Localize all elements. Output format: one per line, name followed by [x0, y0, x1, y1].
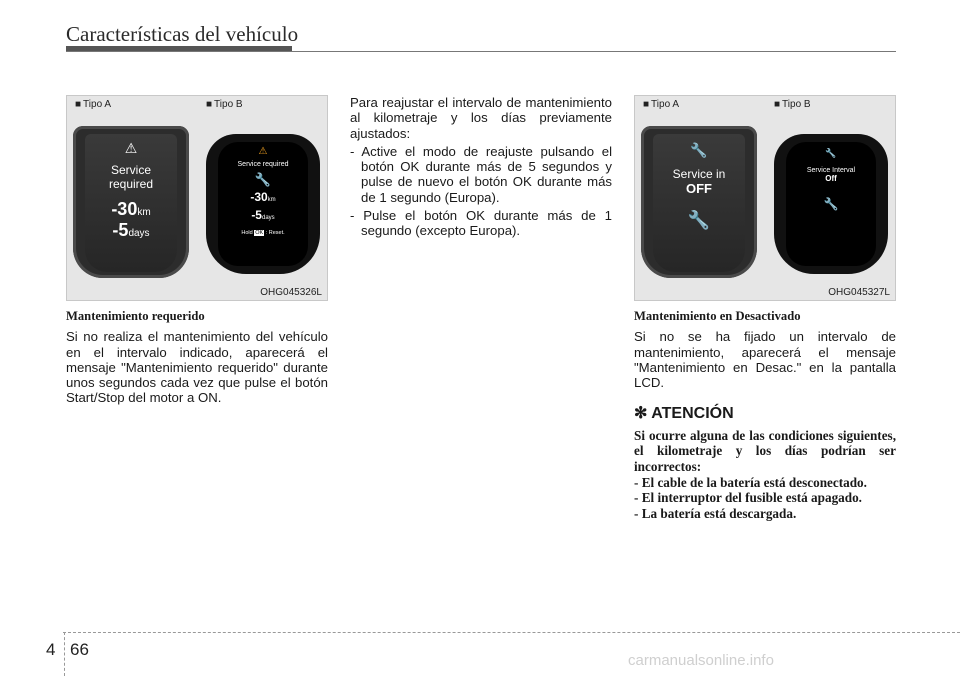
section-body: Si no realiza el mantenimiento del vehículo en el intervalo indicado, aparecerá el mensaje "Mantenimiento requerido" durante unos segundos cada vez que pulse el botón Start/Stop del motor a ON. — [66, 329, 328, 406]
screen-days-unit: days — [128, 228, 150, 239]
attention-intro: Si ocurre alguna de las condiciones siguientes, el kilometraje y los días podrían ser incorrectos: — [634, 427, 896, 474]
cluster-screen — [218, 142, 308, 266]
column-2 — [350, 95, 612, 239]
panel-label: ■ Tipo B — [774, 99, 811, 110]
column-3 — [634, 309, 896, 521]
figure-service-off — [634, 95, 896, 301]
screen-hint: : Reset. — [265, 230, 285, 236]
panel-tipo-b — [766, 96, 894, 286]
warning-icon: ⚠ — [124, 140, 138, 156]
figure-code: OHG045326L — [260, 287, 322, 298]
section-body: Si no se ha fijado un intervalo de mantenimiento, aparecerá el mensaje "Mantenimiento en Desac." en la pantalla LCD. — [634, 329, 896, 391]
screen-hint: Hold — [241, 230, 253, 236]
screen-days-value: -5 — [251, 208, 262, 222]
attention-item: - La batería está descargada. — [634, 505, 797, 521]
panel-label: ■ Tipo A — [75, 99, 112, 110]
cluster-screen — [653, 134, 745, 272]
screen-line: required — [108, 177, 154, 191]
footer-rule — [63, 632, 960, 633]
section-heading: Mantenimiento en Desactivado — [634, 309, 801, 323]
screen-days-unit: days — [261, 215, 275, 221]
page-header-title: Características del vehículo — [66, 22, 299, 46]
wrench-icon: 🔧 — [687, 210, 711, 230]
screen-km-unit: km — [267, 197, 276, 203]
panel-tipo-a — [67, 96, 195, 286]
screen-days-value: -5 — [112, 220, 129, 240]
wrench-icon: 🔧 — [823, 197, 839, 211]
wrench-icon: 🔧 — [254, 172, 272, 187]
cluster-display — [641, 126, 757, 278]
attention-item: - El cable de la batería está desconectado. — [634, 474, 867, 490]
screen-line: Service required — [237, 161, 289, 168]
figure-service-required — [66, 95, 328, 301]
section-number: 4 — [46, 640, 56, 659]
figure-code: OHG045327L — [828, 287, 890, 298]
cluster-screen — [786, 142, 876, 266]
wrench-icon: 🔧 — [825, 148, 837, 158]
list-item: - Active el modo de reajuste pulsando el botón OK durante más de 5 segundos y pulse de nuevo el botón OK durante más de 1 segundo (Europa). — [350, 143, 612, 205]
footer-divider — [64, 632, 65, 676]
screen-line: Off — [825, 174, 837, 183]
attention-item: - El interruptor del fusible está apagado. — [634, 490, 862, 506]
screen-km-value: -30 — [250, 190, 268, 204]
panel-tipo-a — [635, 96, 763, 286]
cluster-display — [73, 126, 189, 278]
screen-line: OFF — [686, 181, 712, 196]
cluster-display — [774, 134, 888, 274]
screen-line: Service — [110, 163, 151, 177]
screen-ok-key: OK — [255, 230, 264, 236]
cluster-display — [206, 134, 320, 274]
section-heading: Mantenimiento requerido — [66, 309, 205, 323]
screen-km-unit: km — [137, 207, 151, 218]
attention-title: ✻ ATENCIÓN — [634, 405, 734, 423]
screen-km-value: -30 — [111, 199, 138, 219]
screen-line: Service Interval — [806, 167, 856, 174]
panel-label: ■ Tipo B — [206, 99, 243, 110]
column-1 — [66, 309, 328, 406]
page-number: 66 — [70, 640, 89, 659]
wrench-icon: 🔧 — [690, 142, 708, 158]
panel-label: ■ Tipo A — [643, 99, 680, 110]
cluster-screen — [85, 134, 177, 272]
asterisk-icon: ✻ — [634, 405, 648, 423]
panel-tipo-b — [198, 96, 326, 286]
header-rule — [66, 51, 896, 52]
screen-line: Service in — [672, 167, 726, 181]
watermark: carmanualsonline.info — [628, 652, 774, 669]
list-item: - Pulse el botón OK durante más de 1 segundo (excepto Europa). — [350, 208, 612, 239]
section-intro: Para reajustar el intervalo de mantenimiento al kilometraje y los días previamente ajustados: — [350, 95, 612, 141]
warning-icon: ⚠ — [258, 146, 268, 157]
